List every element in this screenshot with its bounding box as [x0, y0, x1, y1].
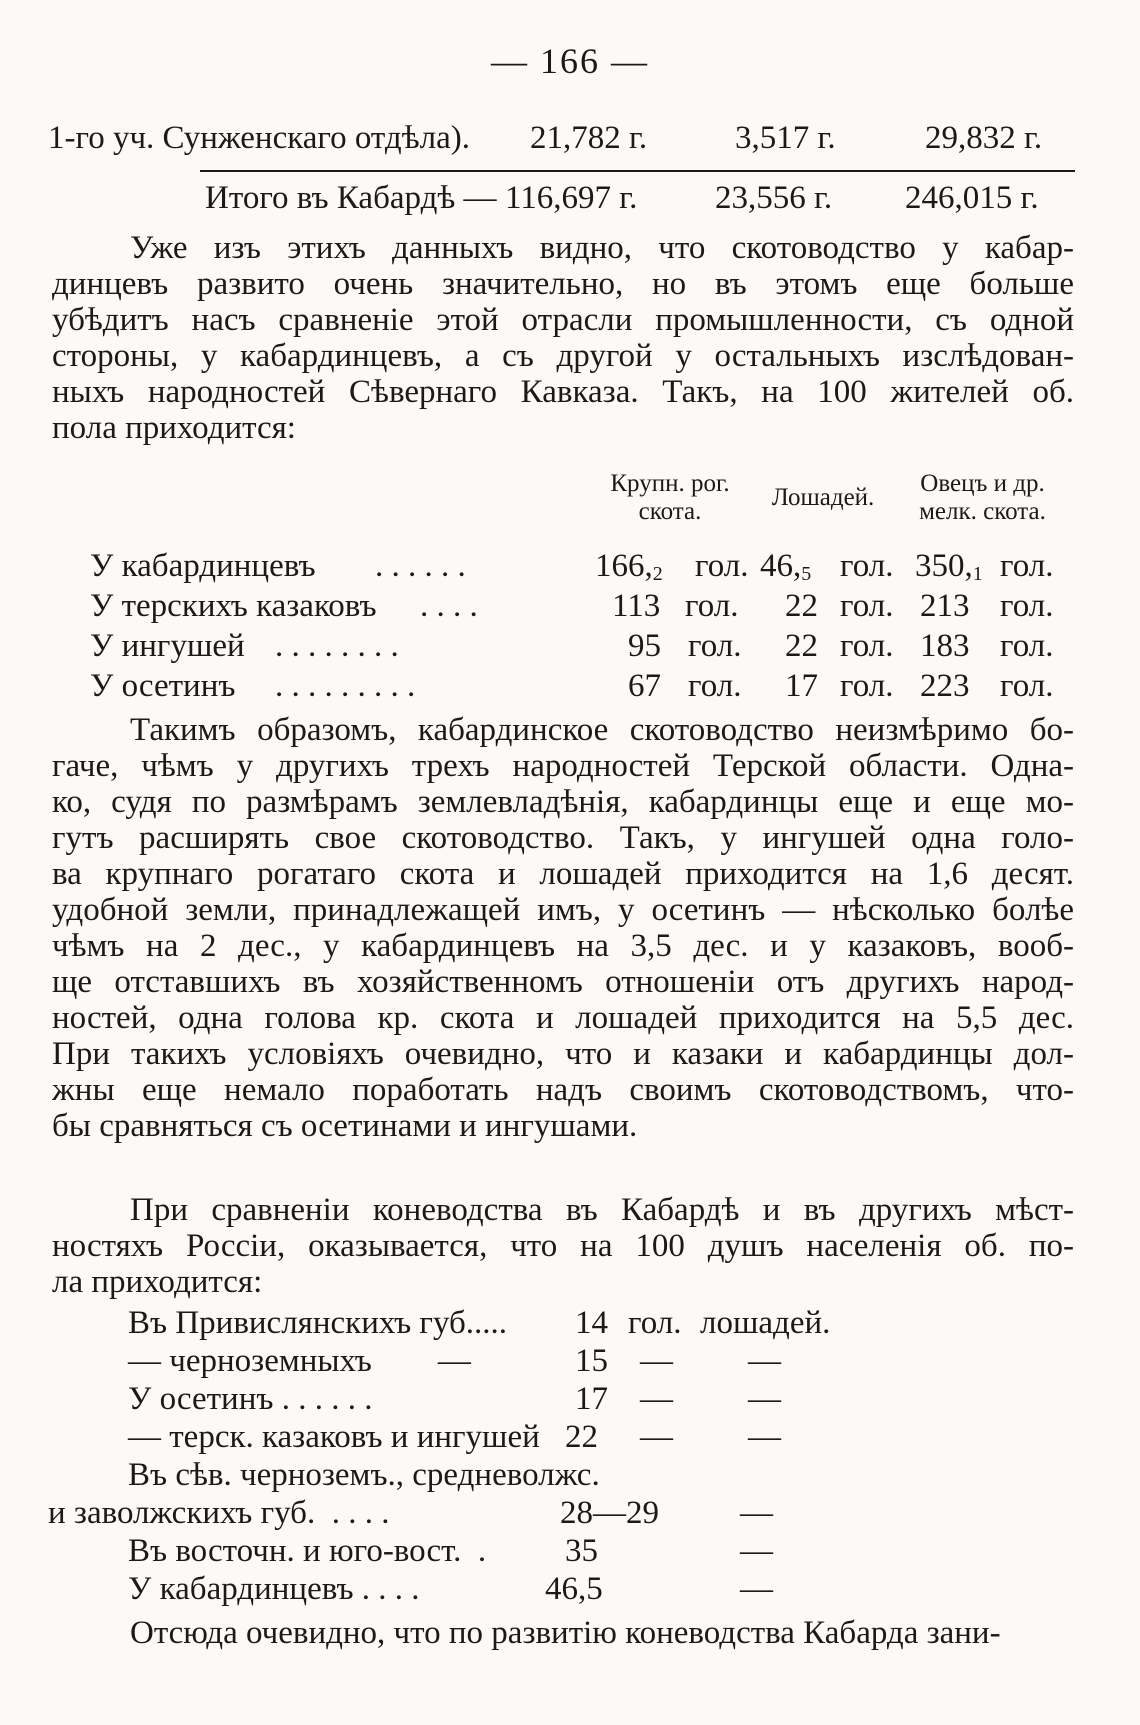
table2-row: [0, 1571, 1140, 1611]
summary-sheep: 29,832 г.: [925, 120, 1043, 156]
text-line: Уже изъ этихъ данныхъ видно, что скотоводство у кабар-: [130, 230, 1074, 266]
table2-row: [0, 1305, 1140, 1345]
page-number: — 166 —: [491, 41, 649, 81]
cattle-unit: гол.: [688, 668, 742, 704]
horses-unit: гол.: [840, 548, 894, 584]
total-rule: [200, 170, 1075, 172]
row-col4: —: [748, 1343, 781, 1379]
row-label: и заволжскихъ губ. . . . .: [48, 1495, 390, 1531]
cattle-unit: гол.: [688, 628, 742, 664]
text-line: бы сравняться съ осетинами и ингушами.: [52, 1108, 638, 1144]
row-value: 46,5: [545, 1571, 603, 1607]
table2-row: [0, 1533, 1140, 1573]
table2-row: [0, 1495, 1140, 1535]
table2-row: [0, 1381, 1140, 1421]
header-line: скота.: [638, 498, 702, 525]
text-line: гутъ расширять свое скотоводство. Такъ, у ингушей одна голо-: [52, 820, 1074, 856]
sheep-unit: гол.: [1000, 548, 1054, 584]
table1-row: [0, 628, 1140, 668]
sheep-value: $350,_1$: [915, 548, 983, 585]
text-line: ныхъ народностей Сѣвернаго Кавказа. Такъ, на 100 жителей об.: [52, 374, 1074, 410]
row-label: У терскихъ казаковъ: [90, 588, 377, 624]
text-line: ко, судя по размѣрамъ землевладѣнія, кабардинцы еще и еще мо-: [52, 784, 1074, 820]
row-col4: —: [740, 1533, 773, 1569]
table2-row: [0, 1419, 1140, 1459]
cattle-value: $166,_2$: [595, 548, 663, 585]
sheep-value: 223: [920, 668, 970, 704]
text-line: ла приходится:: [52, 1264, 263, 1300]
summary-horses: 3,517 г.: [735, 120, 836, 156]
text-line: пола приходится:: [52, 410, 296, 446]
row-label: — черноземныхъ —: [128, 1343, 471, 1379]
horses-value: $46,_5$: [760, 548, 812, 585]
row-value: 15: [575, 1343, 608, 1379]
row-label: — терск. казаковъ и ингушей: [128, 1419, 540, 1455]
text-line: ностей, одна голова кр. скота и лошадей приходится на 5,5 дес.: [52, 1000, 1074, 1036]
text-line: Отсюда очевидно, что по развитію коневодства Кабарда зани-: [130, 1615, 1001, 1651]
summary-label: 1-го уч. Сунженскаго отдѣла).: [48, 120, 470, 156]
row-label: У кабардинцевъ . . . .: [128, 1571, 420, 1607]
row-col3: —: [640, 1419, 673, 1455]
row-col3: —: [640, 1381, 673, 1417]
row-label: Въ восточн. и юго-вост. .: [128, 1533, 487, 1569]
header-line: мелк. скота.: [919, 498, 1046, 525]
horses-unit: гол.: [840, 668, 894, 704]
horses-value: 17: [785, 668, 818, 704]
row-label: Въ Привислянскихъ губ.....: [128, 1305, 508, 1341]
cattle-value: 95: [628, 628, 661, 664]
row-value: 28—29: [560, 1495, 659, 1531]
text-line: жны еще немало поработать надъ своимъ скотоводствомъ, что-: [52, 1072, 1074, 1108]
row-label: Въ сѣв. черноземъ., средневолжс.: [128, 1457, 600, 1493]
sheep-unit: гол.: [1000, 628, 1054, 664]
row-label: У кабардинцевъ: [90, 548, 316, 584]
row-dots: . . . .: [420, 588, 478, 624]
row-label: У ингушей: [90, 628, 245, 664]
row-col4: —: [748, 1419, 781, 1455]
row-value: 35: [565, 1533, 598, 1569]
total-cattle: 116,697 г.: [505, 180, 638, 216]
table2-row: [0, 1343, 1140, 1383]
table1-row: [0, 668, 1140, 708]
text-line: При такихъ условіяхъ очевидно, что и казаки и кабардинцы дол-: [52, 1036, 1074, 1072]
row-col3: гол.: [628, 1305, 682, 1341]
row-col4: лошадей.: [700, 1305, 831, 1341]
row-col4: —: [740, 1571, 773, 1607]
text-line: ще отставшихъ въ хозяйственномъ отношеніи отъ другихъ народ-: [52, 964, 1074, 1000]
row-label: У осетинъ . . . . . .: [128, 1381, 373, 1417]
horses-value: 22: [785, 588, 818, 624]
horses-unit: гол.: [840, 628, 894, 664]
text-line: убѣдитъ насъ сравненіе этой отрасли промышленности, съ одной: [52, 302, 1074, 338]
horses-value: 22: [785, 628, 818, 664]
paragraph-horse-breeding: [52, 1192, 1074, 1300]
sheep-unit: гол.: [1000, 588, 1054, 624]
row-label: У осетинъ: [90, 668, 236, 704]
header-line: Овецъ и др.: [920, 470, 1045, 497]
text-line: стороны, у кабардинцевъ, а съ другой у остальныхъ изслѣдован-: [52, 338, 1074, 374]
table1-row: [0, 588, 1140, 628]
summary-line-total: [0, 180, 1140, 220]
paragraph-comparison: [52, 712, 1074, 1144]
sheep-unit: гол.: [1000, 668, 1054, 704]
text-line: гаче, чѣмъ у другихъ трехъ народностей Терской области. Одна-: [52, 748, 1074, 784]
sheep-value: 213: [920, 588, 970, 624]
sheep-value: 183: [920, 628, 970, 664]
header-line: Крупн. рог.: [610, 470, 730, 497]
row-col4: —: [740, 1495, 773, 1531]
paragraph-closing: [52, 1615, 1074, 1651]
cattle-value: 113: [612, 588, 661, 624]
cattle-unit: гол.: [695, 548, 749, 584]
text-line: Такимъ образомъ, кабардинское скотоводство неизмѣримо бо-: [130, 712, 1074, 748]
text-line: удобной земли, принадлежащей имъ, у осетинъ — нѣсколько болѣе: [52, 892, 1074, 928]
text-line: ностяхъ Россіи, оказывается, что на 100 душъ населенія об. по-: [52, 1228, 1074, 1264]
row-value: 17: [575, 1381, 608, 1417]
text-line: ва крупнаго рогатаго скота и лошадей приходится на 1,6 десят.: [52, 856, 1074, 892]
text-line: динцевъ развито очень значительно, но въ этомъ еще больше: [52, 266, 1074, 302]
row-value: 14: [575, 1305, 608, 1341]
cattle-value: 67: [628, 668, 661, 704]
row-dots: . . . . . . . . .: [275, 668, 416, 704]
text-line: чѣмъ на 2 дес., у кабардинцевъ на 3,5 дес. и у казаковъ, вооб-: [52, 928, 1074, 964]
summary-line-sunzha: [0, 120, 1140, 160]
paragraph-livestock-intro: [52, 230, 1074, 446]
table2-row: [0, 1457, 1140, 1497]
total-sheep: 246,015 г.: [905, 180, 1039, 216]
table1-header-horses: [768, 484, 878, 512]
total-label: Итого въ Кабардѣ —: [205, 180, 497, 216]
summary-cattle: 21,782 г.: [530, 120, 648, 156]
table1-row: [0, 548, 1140, 588]
horses-unit: гол.: [840, 588, 894, 624]
header-line: Лошадей.: [771, 484, 875, 511]
text-line: При сравненіи коневодства въ Кабардѣ и въ другихъ мѣст-: [130, 1192, 1074, 1228]
row-col4: —: [748, 1381, 781, 1417]
total-horses: 23,556 г.: [715, 180, 833, 216]
table1-header-cattle: [595, 470, 745, 526]
row-value: 22: [565, 1419, 598, 1455]
row-col3: —: [640, 1343, 673, 1379]
table1-header-sheep: [895, 470, 1070, 526]
row-dots: . . . . . .: [375, 548, 466, 584]
row-dots: . . . . . . . .: [275, 628, 399, 664]
cattle-unit: гол.: [685, 588, 739, 624]
